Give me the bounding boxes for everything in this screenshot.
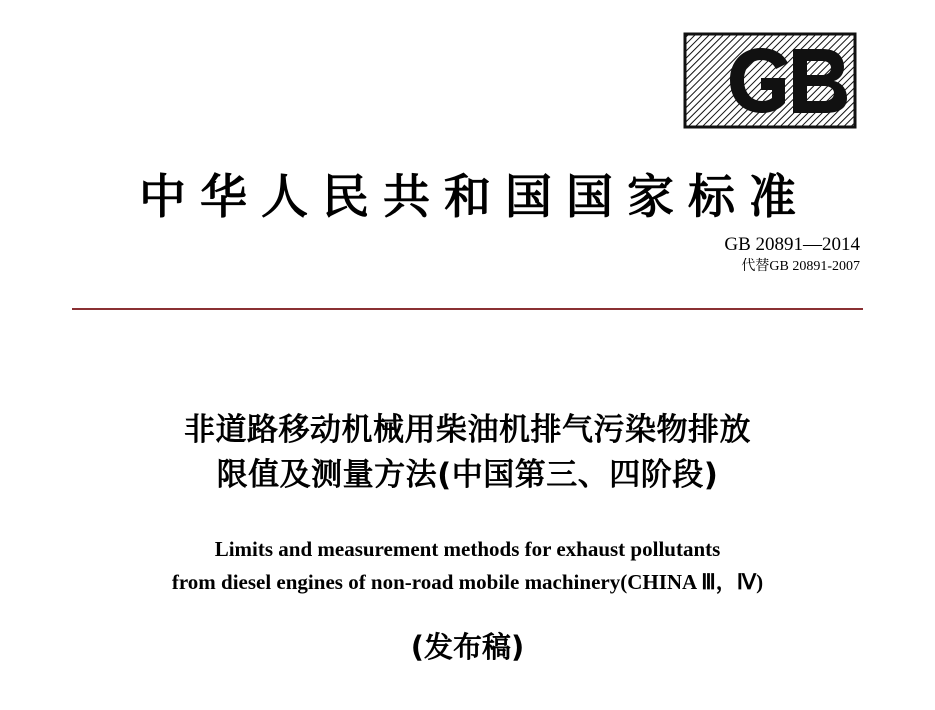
gb-emblem-logo	[673, 28, 863, 133]
title-chinese	[0, 408, 935, 498]
page-title: 中华人民共和国国家标准	[139, 170, 810, 225]
title-english	[0, 533, 935, 598]
title-english-line-2: from diesel engines of non-road mobile machinery(CHINA Ⅲ，Ⅳ)	[171, 569, 764, 594]
divider	[72, 308, 863, 310]
title-chinese-line-2: 限值及测量方法(中国第三、四阶段)	[216, 456, 719, 493]
title-chinese-line-1: 非道路移动机械用柴油机排气污染物排放	[184, 412, 751, 448]
standard-number-block	[724, 232, 860, 277]
standard-replaces: 代替GB 20891-2007	[741, 258, 860, 274]
standard-number: GB 20891—2014	[724, 234, 860, 255]
title-english-line-1: Limits and measurement methods for exhaust pollutants	[214, 537, 721, 561]
publication-note: (发布稿)	[410, 630, 525, 664]
